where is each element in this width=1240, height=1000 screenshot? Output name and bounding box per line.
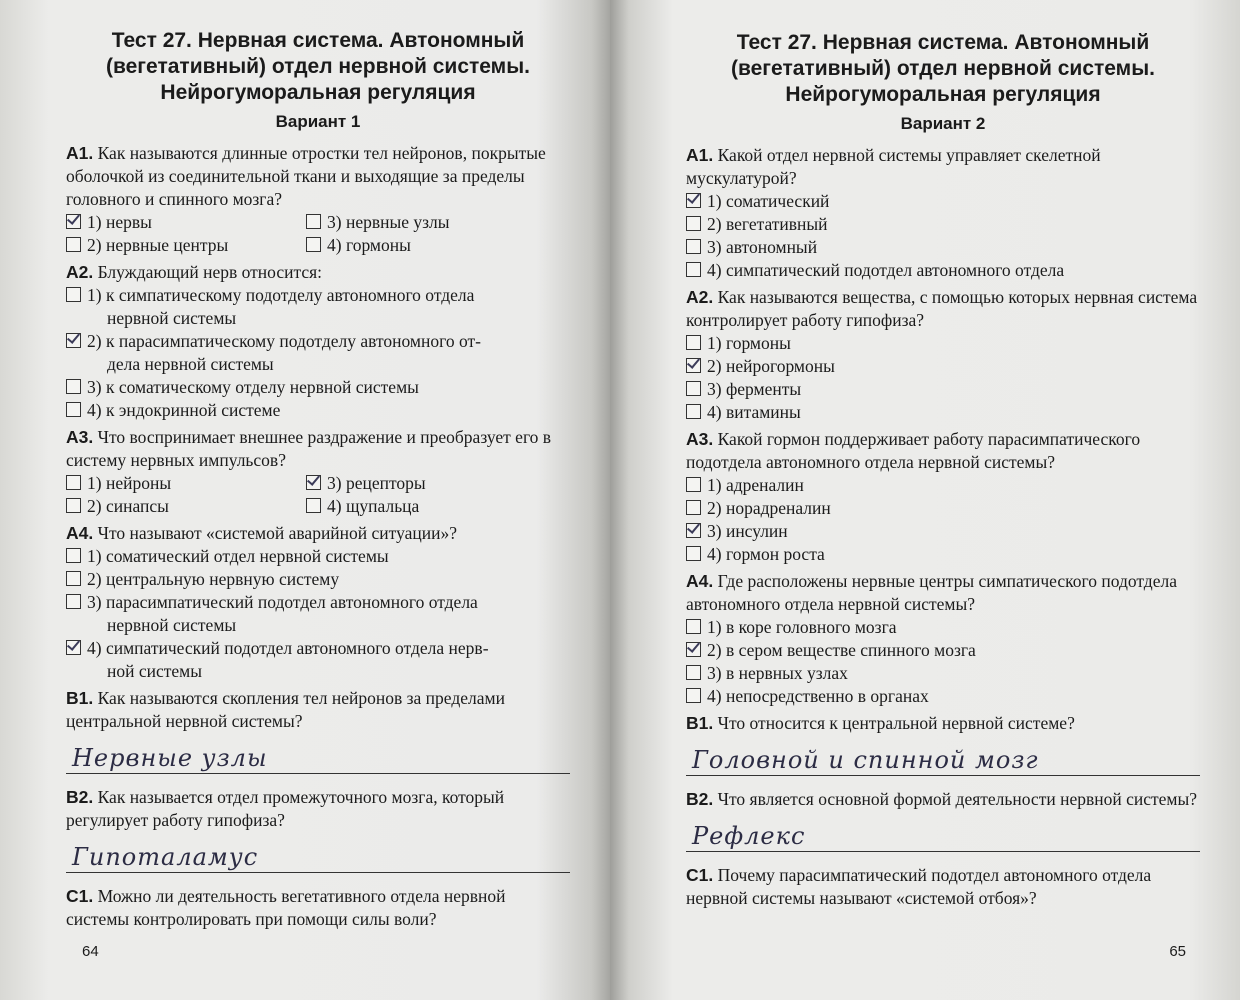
- checkbox-checked[interactable]: [686, 523, 701, 538]
- checkbox[interactable]: [306, 214, 321, 229]
- right-page: [610, 0, 1240, 1000]
- checkbox[interactable]: [686, 404, 701, 419]
- right-a1-option-1[interactable]: 1) соматический: [686, 190, 1200, 213]
- left-b1-answer[interactable]: Нервные узлы: [66, 741, 570, 774]
- right-a3-option-4[interactable]: 4) гормон роста: [686, 543, 1200, 566]
- left-a1-option-1[interactable]: 1) нервы: [66, 211, 306, 234]
- left-a1-option-3[interactable]: 3) нервные узлы: [306, 211, 570, 234]
- left-a1-option-4[interactable]: 4) гормоны: [306, 234, 570, 257]
- left-a3-options: [66, 472, 570, 518]
- right-a3-option-3[interactable]: 3) инсулин: [686, 520, 1200, 543]
- right-a1-option-2[interactable]: 2) вегетативный: [686, 213, 1200, 236]
- right-page-number: 65: [1169, 943, 1186, 960]
- right-question-a1: А1. Какой отдел нервной системы управляет скелетной мускулатурой?: [686, 145, 1101, 188]
- right-question-c1: С1. Почему парасимпатический подотдел автономного отдела нервной системы называют «системой отбоя»?: [686, 865, 1152, 908]
- checkbox[interactable]: [686, 688, 701, 703]
- checkbox[interactable]: [686, 381, 701, 396]
- left-a4-option-1[interactable]: 1) соматический отдел нервной системы: [66, 545, 570, 568]
- checkbox-checked[interactable]: [306, 475, 321, 490]
- left-a2-option-4[interactable]: 4) к эндокринной системе: [66, 399, 570, 422]
- left-a3-option-1[interactable]: 1) нейроны: [66, 472, 306, 495]
- right-question-a2: А2. Как называются вещества, с помощью которых нервная система контролирует работу гипофиза?: [686, 287, 1198, 330]
- right-a4-option-3[interactable]: 3) в нервных узлах: [686, 662, 1200, 685]
- right-a2-option-3[interactable]: 3) ферменты: [686, 378, 1200, 401]
- checkbox[interactable]: [686, 239, 701, 254]
- checkbox[interactable]: [66, 571, 81, 586]
- right-b2-answer[interactable]: Рефлекс: [686, 819, 1200, 852]
- right-a1-option-4[interactable]: 4) симпатический подотдел автономного отдела: [686, 259, 1200, 282]
- checkbox-checked[interactable]: [686, 358, 701, 373]
- right-a3-option-2[interactable]: 2) норадреналин: [686, 497, 1200, 520]
- checkbox[interactable]: [66, 594, 81, 609]
- left-page: [0, 0, 610, 1000]
- left-question-c1: С1. Можно ли деятельность вегетативного отдела нервной системы контролировать при помощи силы воли?: [66, 886, 506, 929]
- left-a4-option-2[interactable]: 2) центральную нервную систему: [66, 568, 570, 591]
- right-a2-option-2[interactable]: 2) нейрогормоны: [686, 355, 1200, 378]
- right-a1-option-3[interactable]: 3) автономный: [686, 236, 1200, 259]
- left-question-a3: А3. Что воспринимает внешнее раздражение и преобразует его в систему нервных импульсов?: [66, 427, 552, 470]
- checkbox[interactable]: [686, 619, 701, 634]
- checkbox-checked[interactable]: [686, 193, 701, 208]
- checkbox[interactable]: [66, 402, 81, 417]
- left-a3-option-3[interactable]: 3) рецепторы: [306, 472, 570, 495]
- right-b1-answer[interactable]: Головной и спинной мозг: [686, 743, 1200, 776]
- checkbox[interactable]: [66, 287, 81, 302]
- right-a2-option-1[interactable]: 1) гормоны: [686, 332, 1200, 355]
- left-question-b2: В2. Как называется отдел промежуточного мозга, который регулирует работу гипофиза?: [66, 787, 505, 830]
- right-a4-option-2[interactable]: 2) в сером веществе спинного мозга: [686, 639, 1200, 662]
- checkbox[interactable]: [686, 477, 701, 492]
- left-b2-answer[interactable]: Гипоталамус: [66, 840, 570, 873]
- right-a4-option-1[interactable]: 1) в коре головного мозга: [686, 616, 1200, 639]
- right-a3-option-1[interactable]: 1) адреналин: [686, 474, 1200, 497]
- checkbox[interactable]: [686, 665, 701, 680]
- right-question-b2: В2. Что является основной формой деятельности нервной системы?: [686, 789, 1198, 809]
- left-a1-options: [66, 211, 570, 257]
- right-question-a4: А4. Где расположены нервные центры симпатического подотдела автономного отдела нервной системы?: [686, 571, 1177, 614]
- checkbox-checked[interactable]: [66, 640, 81, 655]
- left-a2-option-2[interactable]: 2) к парасимпатическому подотделу автономного от- дела нервной системы: [66, 330, 570, 376]
- checkbox[interactable]: [686, 335, 701, 350]
- left-a2-option-1[interactable]: 1) к симпатическому подотделу автономного отдела нервной системы: [66, 284, 570, 330]
- right-question-a3: А3. Какой гормон поддерживает работу парасимпатического подотдела автономного отдела нервной системы?: [686, 429, 1141, 472]
- checkbox[interactable]: [686, 546, 701, 561]
- left-variant-heading: Вариант 1: [275, 112, 361, 131]
- left-page-number: 64: [82, 943, 99, 960]
- checkbox[interactable]: [306, 498, 321, 513]
- checkbox[interactable]: [686, 500, 701, 515]
- checkbox[interactable]: [306, 237, 321, 252]
- right-question-b1: В1. Что относится к центральной нервной системе?: [686, 713, 1075, 733]
- checkbox[interactable]: [686, 216, 701, 231]
- left-a1-option-2[interactable]: 2) нервные центры: [66, 234, 306, 257]
- left-question-b1: В1. Как называются скопления тел нейронов за пределами центральной нервной системы?: [66, 688, 505, 731]
- left-a2-option-3[interactable]: 3) к соматическому отделу нервной системы: [66, 376, 570, 399]
- checkbox[interactable]: [66, 237, 81, 252]
- checkbox-checked[interactable]: [66, 214, 81, 229]
- checkbox-checked[interactable]: [66, 333, 81, 348]
- left-question-a1: А1. Как называются длинные отростки тел нейронов, покрытые оболочкой из соединительной ткани и выходящие за пределы головного и спинного мозга?: [66, 143, 546, 209]
- right-test-title: Тест 27. Нервная система. Автономный (вегетативный) отдел нервной системы. Нейрогуморальная регуляция: [731, 31, 1155, 106]
- right-variant-heading: Вариант 2: [900, 114, 986, 133]
- left-a4-option-4[interactable]: 4) симпатический подотдел автономного отдела нерв- ной системы: [66, 637, 570, 683]
- left-a3-option-2[interactable]: 2) синапсы: [66, 495, 306, 518]
- left-question-a2: А2. Блуждающий нерв относится:: [66, 262, 323, 282]
- left-question-a4: А4. Что называют «системой аварийной ситуации»?: [66, 523, 457, 543]
- left-a4-option-3[interactable]: 3) парасимпатический подотдел автономного отдела нервной системы: [66, 591, 570, 637]
- checkbox[interactable]: [686, 262, 701, 277]
- checkbox[interactable]: [66, 498, 81, 513]
- checkbox-checked[interactable]: [686, 642, 701, 657]
- checkbox[interactable]: [66, 379, 81, 394]
- right-a4-option-4[interactable]: 4) непосредственно в органах: [686, 685, 1200, 708]
- right-a2-option-4[interactable]: 4) витамины: [686, 401, 1200, 424]
- checkbox[interactable]: [66, 548, 81, 563]
- checkbox[interactable]: [66, 475, 81, 490]
- left-test-title: Тест 27. Нервная система. Автономный (вегетативный) отдел нервной системы. Нейрогуморальная регуляция: [106, 29, 530, 104]
- left-a3-option-4[interactable]: 4) щупальца: [306, 495, 570, 518]
